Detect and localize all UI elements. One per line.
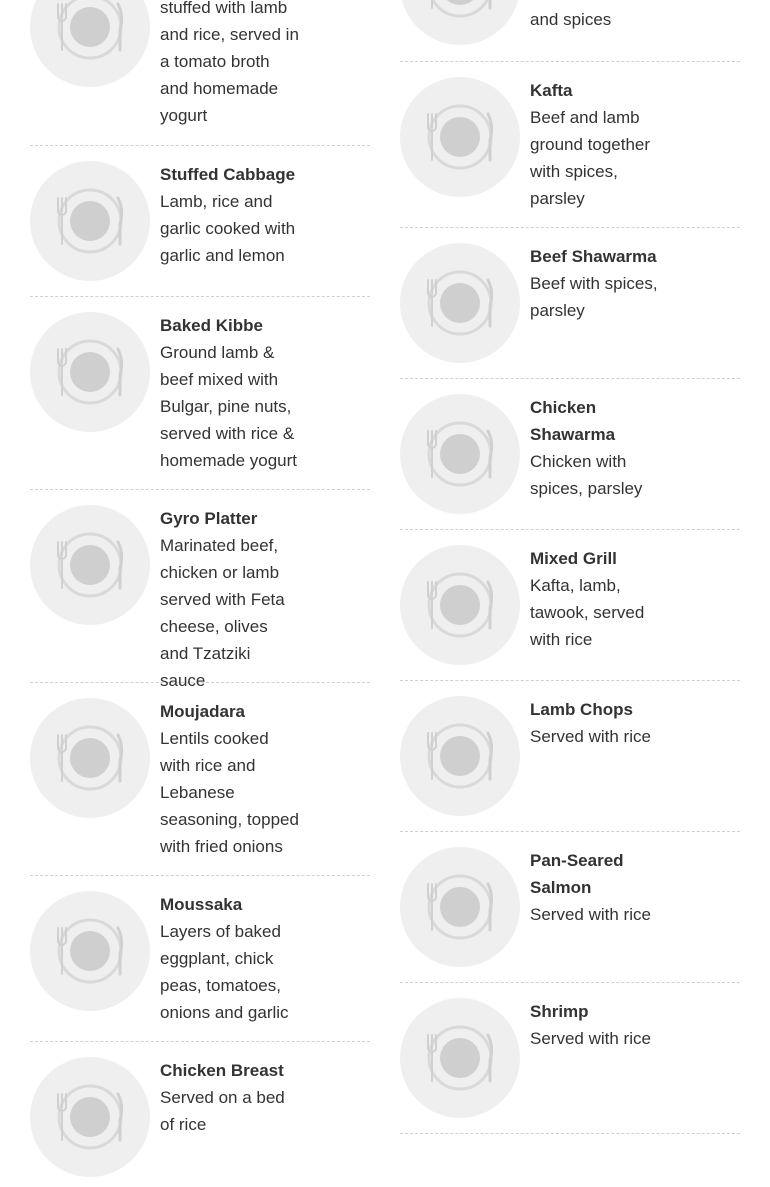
dish-placeholder-icon [30, 312, 150, 432]
menu-item-text [160, 0, 300, 129]
menu-item-text [160, 161, 300, 269]
menu-item-text [530, 998, 670, 1052]
menu-item[interactable] [400, 545, 740, 681]
menu-item[interactable] [400, 394, 740, 530]
menu-item-name: Lamb Chops [530, 700, 633, 719]
dish-placeholder-icon [30, 698, 150, 818]
menu-item-description: and spices [530, 10, 612, 29]
dish-placeholder-icon [30, 505, 150, 625]
dish-placeholder-icon [30, 891, 150, 1011]
menu-item-text [530, 847, 670, 928]
menu-item[interactable] [30, 891, 370, 1042]
menu-item-description: Beef and lamb ground together with spices, parsley [530, 108, 651, 208]
menu-item-name: Beef Shawarma [530, 247, 657, 266]
menu-item-text [530, 545, 670, 653]
menu-item-text [160, 1057, 300, 1138]
menu-item-description: Marinated beef, chicken or lamb served with Feta cheese, olives and Tzatziki sauce [160, 536, 285, 690]
menu-item[interactable] [400, 243, 740, 379]
menu-item-text [160, 698, 300, 860]
dish-placeholder-icon [400, 394, 520, 514]
menu-item-description: Served with rice [530, 1029, 651, 1048]
menu-item[interactable] [400, 77, 740, 228]
menu-item[interactable] [30, 312, 370, 490]
dish-placeholder-icon [400, 696, 520, 816]
dish-placeholder-icon [30, 1057, 150, 1177]
menu-item-name: Chicken Breast [160, 1061, 284, 1080]
menu-item-name: Baked Kibbe [160, 316, 263, 335]
menu-item-description: stuffed with lamb and rice, served in a tomato broth and homemade yogurt [160, 0, 299, 125]
menu-item-name: Stuffed Cabbage [160, 165, 296, 184]
dish-placeholder-icon [30, 0, 150, 87]
menu-item[interactable] [30, 161, 370, 297]
dish-placeholder-icon [400, 243, 520, 363]
menu-item-description: Kafta, lamb, tawook, served with rice [530, 576, 645, 649]
menu-item-text [160, 505, 300, 694]
menu-item[interactable] [30, 505, 370, 690]
menu-item-name: Moussaka [160, 895, 243, 914]
menu-item-description: Chicken with spices, parsley [530, 452, 643, 498]
menu-item[interactable] [400, 696, 740, 832]
dish-placeholder-icon [400, 847, 520, 967]
menu-item-description: Layers of baked eggplant, chick peas, tomatoes, onions and garlic [160, 922, 289, 1022]
menu-item[interactable] [30, 698, 370, 876]
menu-item-text [530, 696, 670, 750]
menu-item-name: Gyro Platter [160, 509, 258, 528]
menu-item-text [530, 243, 670, 324]
menu-item-description: Lamb, rice and garlic cooked with garlic and lemon [160, 192, 296, 265]
menu-item-name: Moujadara [160, 702, 246, 721]
menu-item-description: Lentils cooked with rice and Lebanese seasoning, topped with fried onions [160, 729, 299, 856]
menu-item[interactable] [400, 0, 740, 62]
menu-item-text [160, 312, 300, 474]
menu-item-description: Served with rice [530, 905, 651, 924]
menu-item[interactable] [30, 1057, 370, 1187]
menu-item-text [530, 77, 670, 212]
dish-placeholder-icon [400, 0, 520, 45]
menu-item[interactable] [400, 847, 740, 983]
menu-item-description: Ground lamb & beef mixed with Bulgar, pine nuts, served with rice & homemade yogurt [160, 343, 298, 470]
menu-item-description: Served on a bed of rice [160, 1088, 285, 1134]
menu-item-name: Mixed Grill [530, 549, 617, 568]
dish-placeholder-icon [30, 161, 150, 281]
menu-item-text [160, 891, 300, 1026]
menu-item[interactable] [30, 0, 370, 146]
menu-item-description: Served with rice [530, 727, 651, 746]
dish-placeholder-icon [400, 545, 520, 665]
menu-item-name: Chicken Shawarma [530, 398, 616, 444]
menu-item[interactable] [400, 998, 740, 1134]
menu-item-description: Beef with spices, parsley [530, 274, 658, 320]
menu-item-name: Pan-Seared Salmon [530, 851, 624, 897]
menu-item-name: Kafta [530, 81, 573, 100]
dish-placeholder-icon [400, 77, 520, 197]
dish-placeholder-icon [400, 998, 520, 1118]
menu-item-text [530, 0, 670, 33]
menu-item-name: Shrimp [530, 1002, 589, 1021]
menu-item-text [530, 394, 670, 502]
